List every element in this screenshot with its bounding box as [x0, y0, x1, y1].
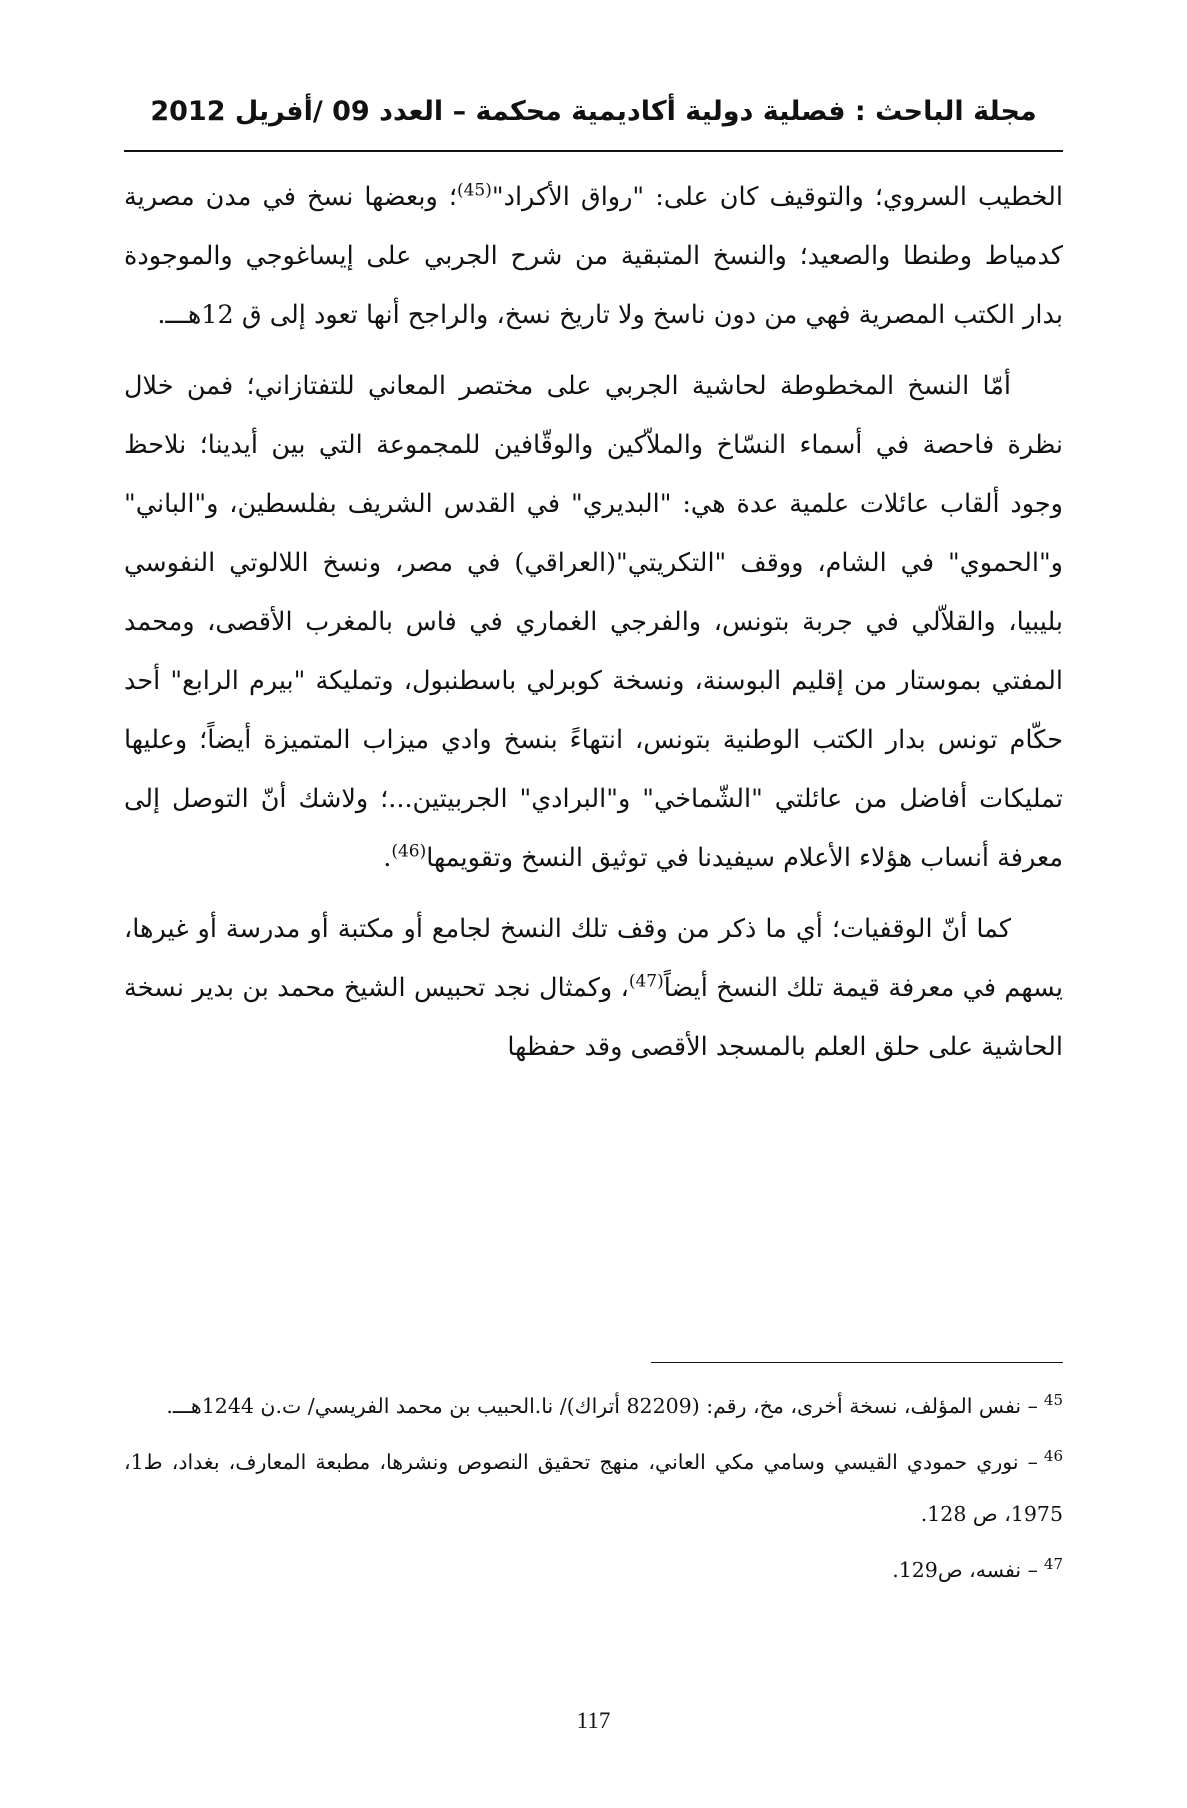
footnotes-section	[124, 1380, 1063, 1600]
footnote-45	[124, 1380, 1063, 1432]
paragraph-3	[124, 900, 1063, 1077]
paragraph-text: ؛ وبعضها نسخ في مدن مصرية كدمياط وطنطا والصعيد؛ والنسخ المتبقية من شرح الجربي على إيساغوجي والموجودة بدار الكتب المصرية فهي من دون ناسخ ولا تاريخ نسخ، والراجح أنها تعود إلى ق 12هـــ.	[124, 182, 1063, 330]
footnote-ref-46: (46)	[391, 841, 427, 862]
header-divider	[124, 150, 1063, 152]
paragraph-text: كما أنّ الوقفيات؛ أي ما ذكر من وقف تلك النسخ لجامع أو مكتبة أو مدرسة أو غيرها، يسهم في معرفة قيمة تلك النسخ أيضاً	[124, 914, 1063, 1003]
footnote-46	[124, 1436, 1063, 1540]
footnote-text: – نوري حمودي القيسي وسامي مكي العاني، منهج تحقيق النصوص ونشرها، مطبعة المعارف، بغداد، ط1، 1975، ص 128.	[124, 1450, 1063, 1526]
paragraph-text: ، وكمثال نجد تحبيس الشيخ محمد بن بدير نسخة الحاشية على حلق العلم بالمسجد الأقصى وقد حفظها	[124, 973, 1063, 1062]
paragraph-1	[124, 168, 1063, 345]
footnote-ref-47: (47)	[628, 971, 664, 992]
footnote-number: 45	[1043, 1391, 1063, 1410]
footnote-ref-45: (45)	[456, 180, 492, 201]
footnote-text: – نفسه، ص129.	[892, 1558, 1038, 1582]
footnote-number: 47	[1043, 1555, 1063, 1574]
paragraph-text: أمّا النسخ المخطوطة لحاشية الجربي على مختصر المعاني للتفتازاني؛ فمن خلال نظرة فاحصة في أسماء النسّاخ والملاّكين والوقّافين للمجموعة التي بين أيدينا؛ نلاحظ وجود ألقاب عائلات علمية عدة هي: "البديري" في القدس الشريف بفلسطين، و"الباني" و"الحموي" في الشام، ووقف "التكريتي"(العراقي) في مصر، ونسخ اللالوتي النفوسي بليبيا، والقلاّلي في جربة بتونس، والفرجي الغماري في فاس بالمغرب الأقصى، ومحمد المفتي بموستار من إقليم البوسنة، ونسخة كوبرلي باسطنبول، وتمليكة "بيرم الرابع" أحد حكّام تونس بدار الكتب الوطنية بتونس، انتهاءً بنسخ وادي ميزاب المتميزة أيضاً؛ وعليها تمليكات أفاضل من عائلتي "الشّماخي" و"البرادي" الجربيتين...؛ ولاشك أنّ التوصل إلى معرفة أنساب هؤلاء الأعلام سيفيدنا في توثيق النسخ وتقويمها	[124, 371, 1063, 873]
paragraph-text: الخطيب السروي؛ والتوقيف كان على: "رواق الأكراد"	[491, 182, 1063, 212]
footnote-divider	[651, 1362, 1063, 1363]
page-number: 117	[576, 1708, 611, 1733]
footnote-text: – نفس المؤلف، نسخة أخرى، مخ، رقم: (82209 أتراك)/ نا.الحبيب بن محمد الفريسي/ ت.ن 1244هـــ.	[166, 1394, 1038, 1418]
paragraph-2	[124, 357, 1063, 888]
footnote-number: 46	[1043, 1447, 1063, 1466]
footnote-47	[124, 1544, 1063, 1596]
main-body-text	[124, 168, 1063, 1089]
journal-header: مجلة الباحث : فصلية دولية أكاديمية محكمة – العدد 09 /أفريل 2012	[150, 96, 1037, 127]
paragraph-text: .	[383, 843, 392, 873]
